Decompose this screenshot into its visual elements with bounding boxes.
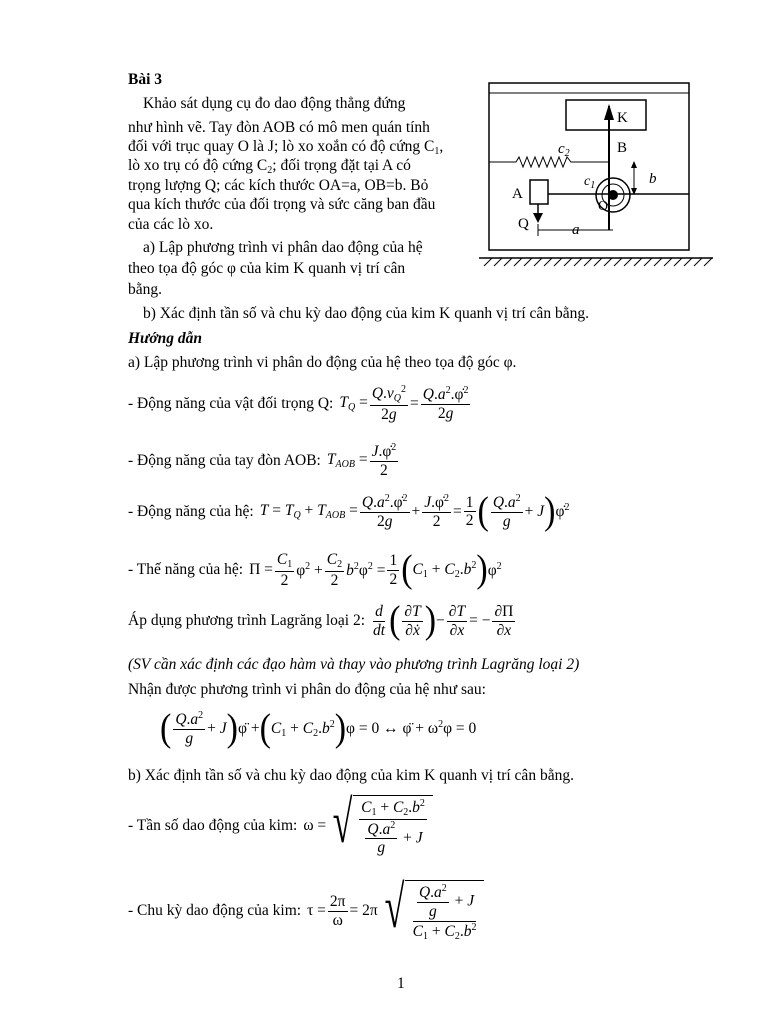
problem-line-3a: đối với trục quay O là J; lò xo xoắn có độ cứng C bbox=[128, 138, 435, 155]
period-label: - Chu kỳ dao động của kim: bbox=[128, 902, 302, 920]
svg-text:c1 bbox=[584, 174, 595, 191]
label-A: A bbox=[512, 186, 523, 202]
lagrange-row: Áp dụng phương trình Lagrăng loại 2: $\frac{d}{dt}$ ( $\frac{\partial T}{\text{∂ẋ}}$ ) − $\frac{\partial T}{\partial x}$ = − $\frac{\partial\Pi}{\partial x}$ bbox=[128, 599, 514, 643]
exercise-title: Bài 3 bbox=[128, 71, 163, 88]
kinetic-energy-aob-label: - Động năng của tay đòn AOB: bbox=[128, 451, 321, 469]
problem-line-3b: , bbox=[439, 138, 444, 155]
label-c1: c bbox=[584, 174, 591, 189]
guide-heading: Hướng dẫn bbox=[128, 330, 203, 347]
differential-equation: ( $\frac{Q.a^2}{g}$ + J ) φ̈ + ( $C_1 + C_2.b^2$ ) φ = 0 ↔ φ̈ + $\omega^2\varphi = 0$ bbox=[160, 706, 477, 750]
guide-part-b: b) Xác định tần số và chu kỳ dao động của kim K quanh vị trí cân bằng. bbox=[128, 767, 574, 784]
problem-line-7: của các lò xo. bbox=[128, 216, 214, 233]
kinetic-energy-system-label: - Động năng của hệ: bbox=[128, 502, 254, 520]
result-intro: Nhận được phương trình vi phân do động của hệ như sau: bbox=[128, 681, 486, 698]
label-K: K bbox=[617, 110, 628, 126]
frequency-label: - Tần số dao động của kim: bbox=[128, 817, 298, 835]
student-note: (SV cần xác định các đạo hàm và thay vào phương trình Lagrăng loại 2) bbox=[128, 656, 580, 673]
label-c2: c bbox=[558, 141, 565, 157]
kinetic-energy-aob-row: - Động năng của tay đòn AOB: $T_{AOB}$ = $\frac{J.\varphi̇^2}{2}$ bbox=[128, 442, 397, 479]
label-B: B bbox=[617, 140, 628, 156]
label-O: O bbox=[598, 199, 609, 214]
problem-line-4: lò xo trụ có độ cứng $C_2$; đối trọng đặt tại A có bbox=[128, 157, 411, 176]
problem-line-4b: ; đối trọng đặt tại A có bbox=[272, 157, 411, 174]
svg-text:c2 bbox=[558, 141, 570, 159]
kinetic-energy-system-row: - Động năng của hệ: $T = T_Q + T_{AOB}$ = $\frac{Q.a^2.\varphi̇^2}{2g}$ + $\frac{J.\varphi̇^2}{2}$ = $\frac{1}{2}$ ( $\frac{Q.a^2}{g}$ + J ) φ̇$^2$ bbox=[128, 489, 570, 533]
problem-line-5: trọng lượng Q; các kích thước OA=a, OB=b. Bỏ bbox=[128, 177, 429, 194]
page-number: 1 bbox=[397, 975, 405, 992]
frequency-row: - Tần số dao động của kim: ω = √ $C_1 + C_2.b^2$ $\frac{Q.a^2}{g}$ + J bbox=[128, 795, 433, 857]
mechanism-figure bbox=[476, 80, 716, 280]
label-c2-sub: 2 bbox=[564, 148, 570, 159]
problem-line-6: qua kích thước của đối trọng và sức căng ban đầu bbox=[128, 196, 436, 213]
potential-energy-row: - Thế năng của hệ: Π = $\frac{C_1}{2}$ $\varphi^2$ + $\frac{C_2}{2}$ $b^2\varphi^2$ = $\frac{1}{2}$ ( $C_1 + C_2.b^2$ ) $\varphi^2$ bbox=[128, 548, 502, 591]
lagrange-label: Áp dụng phương trình Lagrăng loại 2: bbox=[128, 612, 366, 630]
guide-part-a: a) Lập phương trình vi phân do động của hệ theo tọa độ góc φ. bbox=[128, 354, 517, 371]
kinetic-energy-q-row: - Động năng của vật đối trọng Q: $T_Q$ = $\frac{Q.v_Q^2}{2g}$ = $\frac{Q.a^2.\varphi̇^2}{2g}$ bbox=[128, 384, 469, 423]
problem-line-2: như hình vẽ. Tay đòn AOB có mô men quán tính bbox=[128, 119, 430, 136]
question-b: b) Xác định tần số và chu kỳ dao động của kim K quanh vị trí cân bằng. bbox=[143, 305, 589, 322]
label-a: a bbox=[572, 222, 580, 238]
question-a-line-2: theo tọa độ góc φ của kim K quanh vị trí cân bbox=[128, 260, 406, 277]
question-a-line-3: bằng. bbox=[128, 281, 163, 298]
period-row: - Chu kỳ dao động của kim: τ = $\frac{2\pi}{\omega}$ = 2π √ $\frac{Q.a^2}{g}$ + J $C_1 + C_2.b^2$ bbox=[128, 880, 484, 942]
problem-line-1: Khảo sát dụng cụ đo dao động thẳng đứng bbox=[143, 95, 406, 112]
potential-energy-label: - Thế năng của hệ: bbox=[128, 561, 244, 579]
problem-line-4a: lò xo trụ có độ cứng C bbox=[128, 157, 268, 174]
label-b: b bbox=[649, 171, 657, 187]
problem-line-3: đối với trục quay O là J; lò xo xoắn có độ cứng $C_1$, bbox=[128, 138, 444, 157]
label-Q: Q bbox=[518, 216, 529, 232]
label-c1-sub: 1 bbox=[590, 180, 596, 191]
kinetic-energy-q-label: - Động năng của vật đối trọng Q: bbox=[128, 394, 334, 412]
question-a-line-1: a) Lập phương trình vi phân dao động của hệ bbox=[143, 239, 423, 256]
